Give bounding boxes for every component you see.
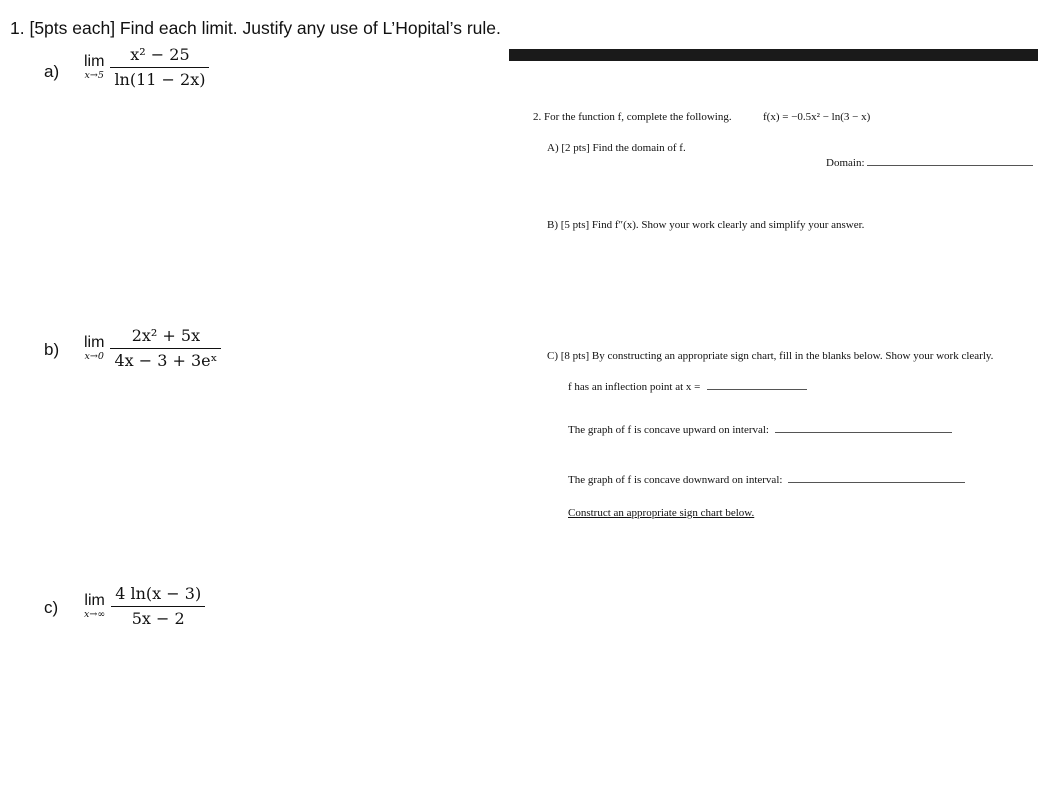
- lim-sub-a: x→5: [84, 70, 104, 81]
- concave-down-line: [568, 474, 965, 486]
- domain-label: [826, 157, 1033, 169]
- part-a-prompt: A) [2 pts] Find the domain of f.: [547, 142, 686, 154]
- function-definition: f(x) = −0.5x² − ln(3 − x): [763, 111, 871, 123]
- denominator-b: 4x − 3 + 3eˣ: [114, 351, 218, 370]
- part-b-prompt: B) [5 pts] Find f″(x). Show your work clearly and simplify your answer.: [547, 219, 865, 231]
- part-a-label: a): [44, 62, 60, 81]
- inflection-text: f has an inflection point at x =: [568, 381, 701, 393]
- concave-up-line: [568, 424, 952, 436]
- lim-word-c: lim: [84, 592, 105, 609]
- part-c-prompt: C) [8 pts] By constructing an appropriate sign chart, fill in the blanks below. Show your work clearly.: [547, 350, 994, 362]
- problem-1-title: 1. [5pts each] Find each limit. Justify any use of L’Hopital’s rule.: [10, 18, 501, 38]
- numerator-b: 2x² + 5x: [131, 326, 201, 345]
- lim-sub-c: x→∞: [84, 609, 106, 620]
- lim-sub-b: x→0: [84, 351, 104, 362]
- inflection-answer-blank[interactable]: [707, 389, 807, 390]
- lim-word-a: lim: [84, 53, 105, 70]
- limit-b: [84, 327, 221, 370]
- denominator-a: ln(11 − 2x): [114, 70, 206, 89]
- part-c-label: c): [44, 598, 59, 617]
- sign-chart-instruction: Construct an appropriate sign chart below.: [568, 507, 755, 519]
- concave-up-answer-blank[interactable]: [775, 432, 952, 433]
- section-divider-bar: [509, 49, 1038, 61]
- denominator-c: 5x − 2: [131, 609, 185, 628]
- inflection-line: [568, 381, 807, 393]
- part-b-label: b): [44, 340, 60, 359]
- lim-word-b: lim: [84, 334, 105, 351]
- domain-answer-blank[interactable]: [867, 165, 1033, 166]
- domain-label-text: Domain:: [826, 157, 865, 169]
- numerator-c: 4 ln(x − 3): [115, 584, 202, 603]
- concave-down-text: The graph of f is concave downward on interval:: [568, 474, 783, 486]
- limit-a: [84, 46, 209, 89]
- limit-c: [84, 585, 205, 628]
- problem-2-intro: 2. For the function f, complete the following.: [533, 111, 732, 123]
- concave-up-text: The graph of f is concave upward on interval:: [568, 424, 769, 436]
- numerator-a: x² − 25: [130, 45, 190, 64]
- concave-down-answer-blank[interactable]: [788, 482, 965, 483]
